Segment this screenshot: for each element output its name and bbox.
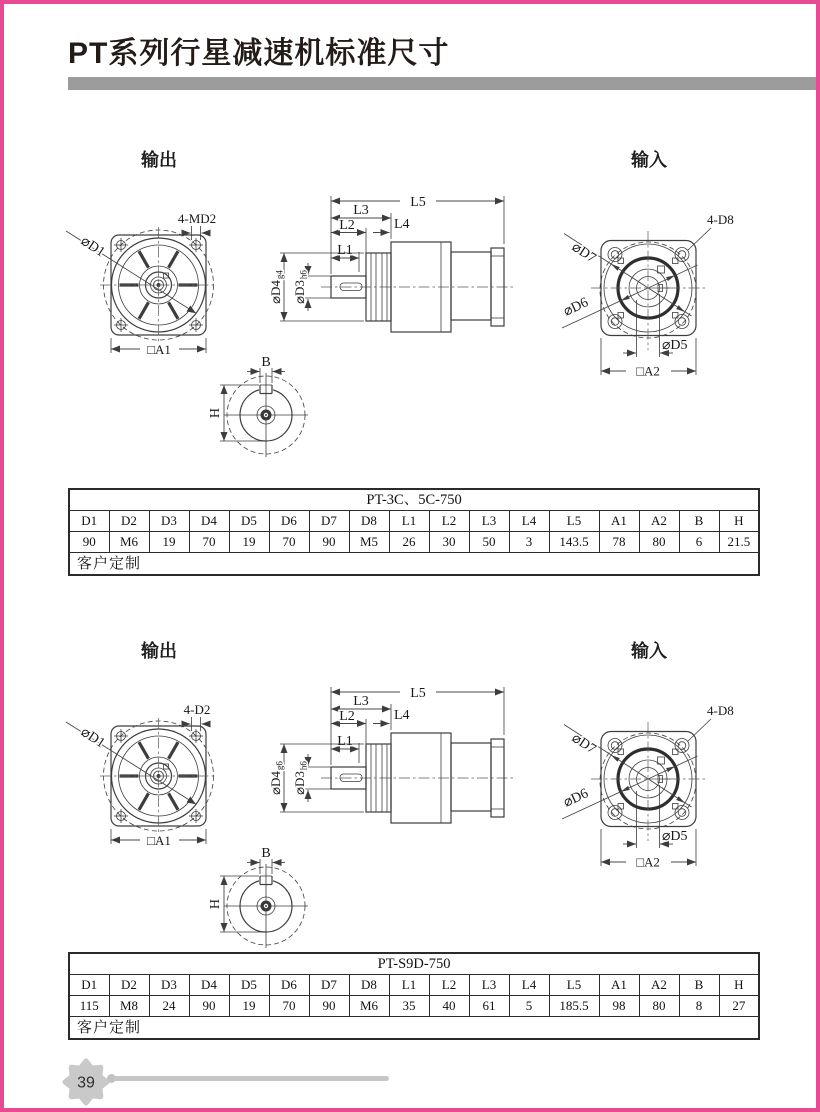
- dim-d4: ⌀D4g4: [268, 270, 285, 304]
- dim-l2: L2: [339, 709, 355, 724]
- dim-l5: L5: [410, 195, 426, 210]
- table-footer-note: 客户定制: [69, 1017, 759, 1040]
- page-number-gear-icon: [60, 1056, 112, 1108]
- dim-a2: □A2: [636, 363, 660, 379]
- dim-d7: ⌀D7: [568, 239, 599, 267]
- dim-d6: ⌀D6: [561, 295, 591, 320]
- table-value-row: 90 M6 19 70 19 70 90 M5 26 30 50 3 143.5 78 80 6 21.5: [69, 532, 759, 553]
- table-header-row: D1 D2 D3 D4 D5 D6 D7 D8 L1 L2 L3 L4 L5 A1 A2 B H: [69, 511, 759, 532]
- dim-b: B: [261, 355, 271, 370]
- dim-l3: L3: [353, 694, 369, 709]
- dim-h: H: [208, 407, 223, 419]
- dim-d3: ⌀D3h6: [292, 270, 309, 304]
- dim-a1: □A1: [147, 833, 171, 848]
- dim-l4: L4: [394, 708, 410, 723]
- dim-corner-holes: 4-MD2: [177, 211, 217, 226]
- dimension-table-1: [68, 488, 760, 576]
- output-flange-view: [66, 702, 217, 848]
- table-value-row: 115 M8 24 90 19 70 90 M6 35 40 61 5 185.5 98 80 8 27: [69, 996, 759, 1017]
- dim-l3: L3: [353, 203, 369, 218]
- dim-input-holes: 4-D8: [707, 703, 734, 718]
- dim-l5: L5: [410, 686, 426, 701]
- page-title: PT系列行星减速机标准尺寸: [68, 37, 450, 70]
- dim-d1: ⌀D1: [77, 724, 108, 752]
- input-view-label: 输入: [631, 150, 667, 170]
- section1-drawings: [44, 122, 784, 470]
- table-title: PT-3C、5C-750: [69, 489, 759, 511]
- shaft-section-view: [208, 355, 308, 457]
- dim-d6: ⌀D6: [561, 786, 591, 811]
- page-number: 39: [77, 1074, 95, 1092]
- table-footer-note: 客户定制: [69, 553, 759, 576]
- input-view-label: 输入: [631, 641, 667, 661]
- dim-l1: L1: [337, 734, 353, 749]
- dim-d1: ⌀D1: [77, 233, 108, 261]
- output-flange-view: [66, 211, 217, 357]
- title-underline-bar: [68, 77, 816, 90]
- side-view: [268, 195, 516, 332]
- footer-divider-line: [113, 1076, 389, 1081]
- dim-b: B: [261, 846, 271, 861]
- dim-a1: □A1: [147, 342, 171, 357]
- dim-l4: L4: [394, 217, 410, 232]
- dim-d7: ⌀D7: [568, 730, 599, 758]
- table-header-row: D1 D2 D3 D4 D5 D6 D7 D8 L1 L2 L3 L4 L5 A1 A2 B H: [69, 975, 759, 996]
- dim-corner-holes: 4-D2: [183, 702, 211, 717]
- input-flange-view: [561, 212, 733, 379]
- section2-drawings: [44, 613, 784, 961]
- dim-l2: L2: [339, 218, 355, 233]
- dim-d4: ⌀D4g6: [268, 761, 285, 795]
- side-view: [268, 686, 516, 823]
- dim-d5: ⌀D5: [662, 829, 688, 844]
- input-flange-view: [561, 703, 733, 870]
- dim-l1: L1: [337, 243, 353, 258]
- dim-a2: □A2: [636, 854, 660, 870]
- dim-input-holes: 4-D8: [707, 212, 734, 227]
- dim-d3: ⌀D3h6: [292, 761, 309, 795]
- dim-h: H: [208, 898, 223, 910]
- dimension-table-2: [68, 952, 760, 1040]
- output-view-label: 输出: [141, 150, 177, 170]
- shaft-section-view: [208, 846, 308, 948]
- output-view-label: 输出: [141, 641, 177, 661]
- table-title: PT-S9D-750: [69, 953, 759, 975]
- dim-d5: ⌀D5: [662, 338, 688, 353]
